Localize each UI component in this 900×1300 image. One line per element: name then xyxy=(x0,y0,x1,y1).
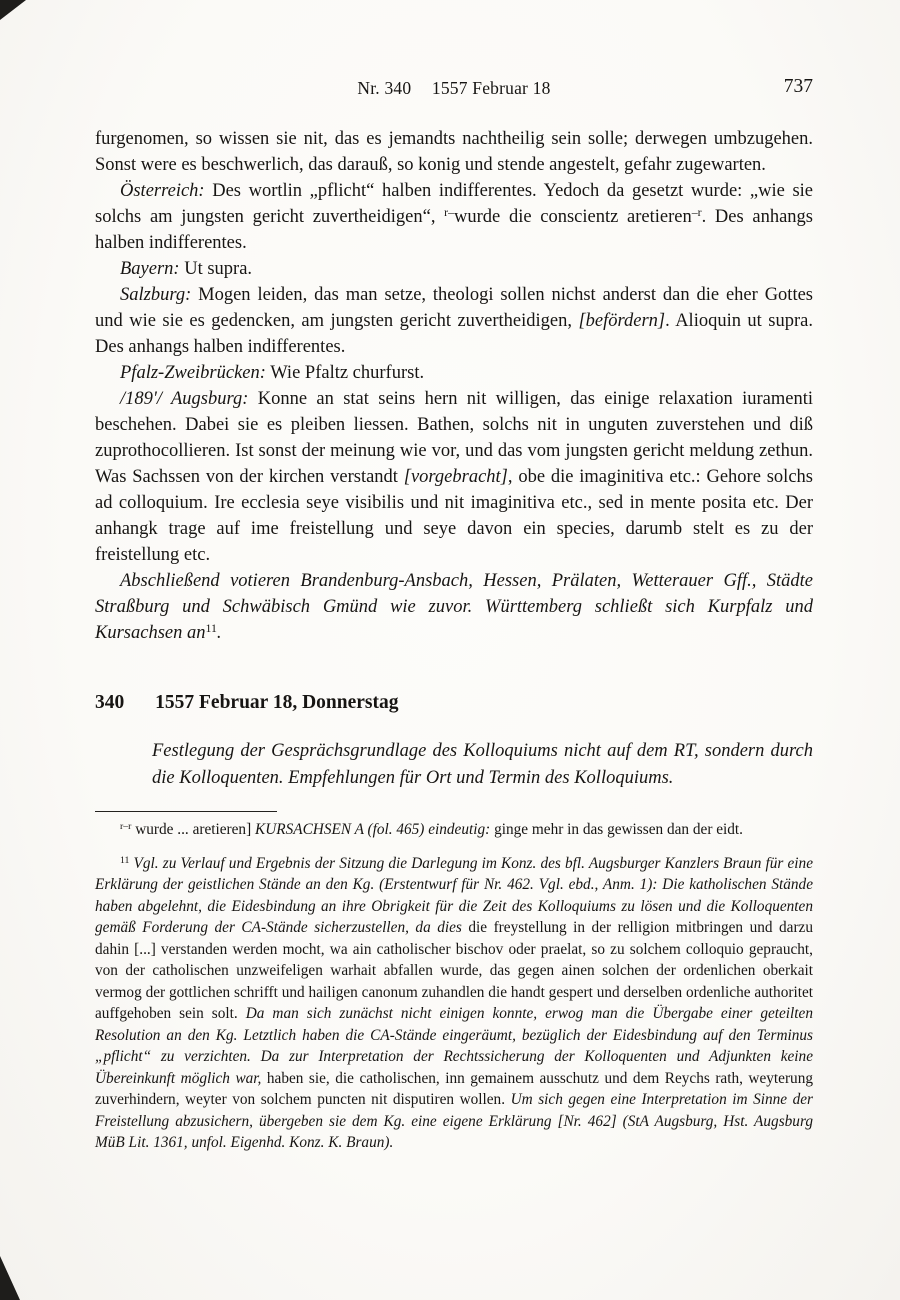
text-run: wurde die conscientz aretieren xyxy=(454,207,692,227)
text-run: Ut supra. xyxy=(179,259,253,279)
body-paragraph xyxy=(95,282,813,360)
text-run: . Alioquin ut supra. Des anhangs halben indifferentes. xyxy=(95,311,813,357)
footnote-separator xyxy=(95,811,277,812)
body-paragraph xyxy=(95,568,813,646)
text-run: ginge mehr in das gewissen dan der eidt. xyxy=(490,821,744,838)
note-reference-superscript: –r xyxy=(691,205,702,220)
scan-artifact-top-left xyxy=(0,0,26,20)
note-reference-superscript: r–r xyxy=(120,821,132,833)
text-run: Festlegung der Gesprächsgrundlage des Kolloquiums nicht auf dem RT, sondern durch die Kolloquenten. Empfehlungen für Ort und Termin des Kolloquiums. xyxy=(152,741,813,788)
abstract xyxy=(152,738,813,791)
footnote xyxy=(95,853,813,1154)
note-reference-superscript: 11 xyxy=(120,854,130,866)
text-run: Konne an stat seins hern nit willigen, das einige relaxation iuramenti beschehen. Dabei sie es pleiben liessen. Bathen, solchs nit in unguten zuverstehen und diß zuprothocollieren. Ist sonst der meinung wie vor, und das vom jungsten gericht meldung zethun. Was Sachssen von der kirchen verstandt xyxy=(95,389,813,487)
page-number: 737 xyxy=(783,76,813,97)
body-paragraph xyxy=(95,360,813,386)
text-run: wurde ... aretieren] xyxy=(131,821,255,838)
text-run: furgenomen, so wissen sie nit, das es jemandts nachtheilig sein solle; derwegen umbzugehen. Sonst were es beschwerlich, das darauß, so konig und stende angestelt, gefahr zugewarten. xyxy=(95,129,813,175)
text-run: Mogen leiden, das man setze, theologi sollen nichst anderst dan die eher Gottes und wie sie es gedencken, am jungsten gericht zuvertheidigen, xyxy=(95,285,813,331)
section-number: 340 xyxy=(95,692,125,713)
scan-artifact-bottom-left xyxy=(0,1256,20,1300)
text-run: Österreich: xyxy=(120,181,205,201)
body-paragraph xyxy=(95,178,813,256)
text-run: . Des anhangs halben indifferentes. xyxy=(95,207,813,253)
header-document-number: Nr. 340 xyxy=(357,78,412,98)
body-text xyxy=(95,126,813,646)
text-run: Pfalz-Zweibrücken: xyxy=(120,363,266,383)
text-run: Da man sich zunächst nicht einigen konnte, erwog man die Übergabe einer geteilten Resolution an den Kg. Letztlich haben die CA-Stände eingeräumt, bezüglich der Eidesbindung auf den Terminus „pflicht“ zu verzichten. Da zur Interpretation der Rechtssicherung der Kolloquenten und Adjunkten keine Übereinkunft möglich war, xyxy=(95,1005,813,1087)
text-run: /189'/ Augsburg: xyxy=(120,389,249,409)
header-date: 1557 Februar 18 xyxy=(431,78,551,98)
footnote xyxy=(95,819,813,841)
text-run: [befördern] xyxy=(578,311,666,331)
text-run: Salzburg: xyxy=(120,285,192,305)
text-run: Um sich gegen eine Interpretation im Sinne der Freistellung abzusichern, übergeben sie dem Kg. eine eigene Erklärung [Nr. 462] (StA Augsburg, Hst. Augsburg MüB Lit. 1361, unfol. Eigenhd. Konz. K. Braun). xyxy=(95,1091,813,1151)
text-run: KURSACHSEN A (fol. 465) eindeutig: xyxy=(255,821,491,838)
text-run: Vgl. zu Verlauf und Ergebnis der Sitzung die Darlegung im Konz. des bfl. Augsburger Kanzlers Braun für eine Erklärung der geistlichen Stände an den Kg. (Erstentwurf für Nr. 462. Vgl. ebd., Anm. 1): Die katholischen Stände haben abgelehnt, die Eidesbindung an ihre Obrigkeit für die Zeit des Kolloquiums zu lösen und die Kolloquenten gemäß Forderung der CA-Stände sicherzustellen, da dies xyxy=(95,854,813,936)
text-run: Des wortlin „pflicht“ halben indifferentes. Yedoch da gesetzt wurde: „wie sie solchs am jungsten gericht zuvertheidigen“, xyxy=(95,181,813,227)
header-caption xyxy=(95,78,813,99)
text-run: die freystellung in der relligion mitbringen und darzu dahin [...] verstanden werden mocht, wa ain catholischer bischov oder praelat, so zu solchem colloquio gepraucht, von der catholischen unzweifeligen warhait abfallen wurde, das gegen ainen solchen der ordenlichen oberkait vermog der gottlichen schrifft und hailigen canonum zuhandlen die handt gespert und derselben ordenliche authoritet auffgehoben sein solt. xyxy=(95,919,813,1022)
footnotes xyxy=(95,819,813,1154)
text-run: Wie Pfaltz churfurst. xyxy=(265,363,425,383)
body-paragraph xyxy=(95,126,813,178)
note-reference-superscript: r– xyxy=(444,205,455,220)
running-header xyxy=(95,78,813,102)
text-run: [vorgebracht] xyxy=(403,467,508,487)
body-paragraph xyxy=(95,256,813,282)
text-run: , obe die imaginitiva etc.: Gehore solchs ad colloquium. Ire ecclesia seye visibilis und nit imaginitiva etc., sed in mente posita etc. Der anhangk trage auf ime freistellung und seye davon ein species, darumb stelt es zu der freistellung etc. xyxy=(95,467,813,565)
body-paragraph xyxy=(95,386,813,568)
text-run: haben sie, die catholischen, inn gemainem ausschutz und dem Reychs rath, weyterung zuverhindern, weyter von solchem puncten nit disputiren wollen. xyxy=(95,1069,813,1108)
section-title: 1557 Februar 18, Donnerstag xyxy=(155,692,399,713)
text-run: Bayern: xyxy=(120,259,180,279)
section-heading xyxy=(95,690,813,716)
note-reference-superscript: 11 xyxy=(205,621,217,636)
text-run: Abschließend votieren Brandenburg-Ansbach, Hessen, Prälaten, Wetterauer Gff., Städte Straßburg und Schwäbisch Gmünd wie zuvor. Württemberg schließt sich Kurpfalz und Kursachsen an xyxy=(95,571,813,643)
text-run: . xyxy=(216,623,222,643)
page-content xyxy=(95,78,813,1154)
